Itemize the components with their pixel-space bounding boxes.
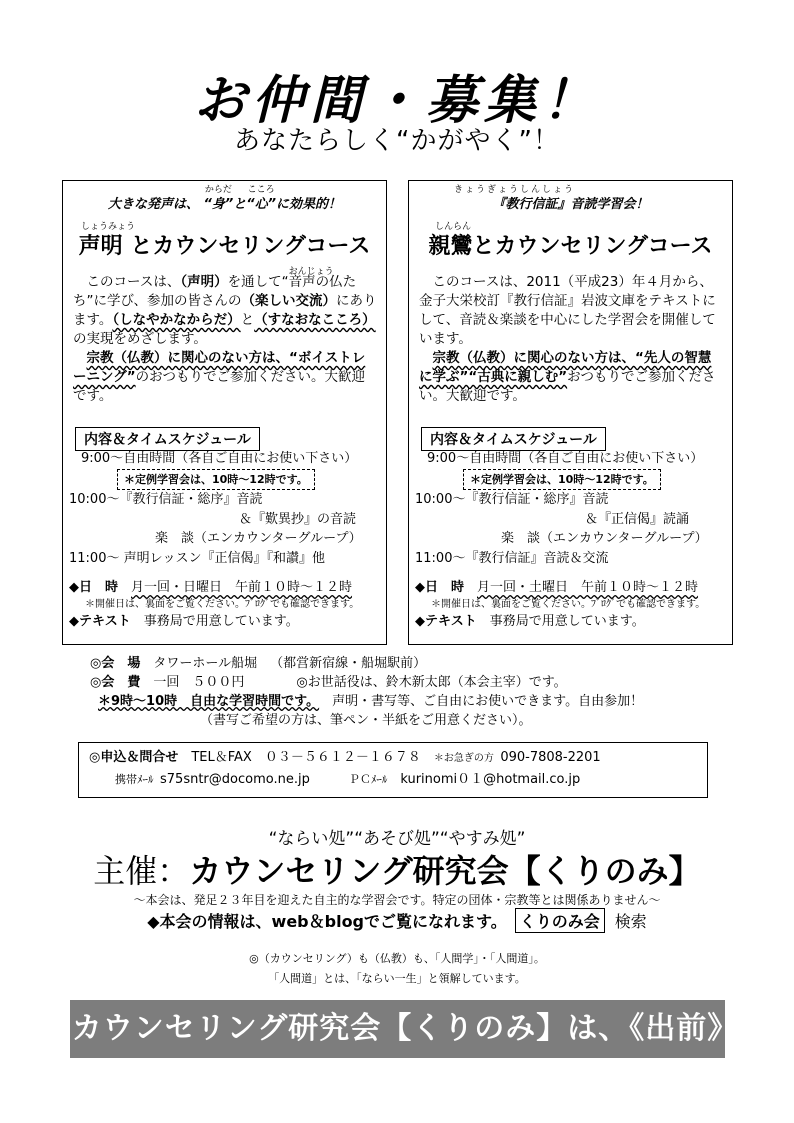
organizer: ◎お世話役は、鈴木新太郎（本会主宰）です。 — [296, 675, 567, 690]
free-time-note: （書写ご希望の方は、筆ペン・半紙をご用意ください）。 — [200, 713, 532, 728]
host-name: カウンセリング研究会【くりのみ】 — [189, 852, 701, 890]
venue-info — [90, 654, 740, 730]
course-info — [415, 579, 730, 630]
date-label: ◆日 時 — [69, 580, 118, 595]
web-info-text: ◆本会の情報は、web＆blogでご覧になれます。 — [147, 912, 507, 931]
date-note: ＊開催日は、裏面をご覧ください。ﾌﾞﾛｸﾞでも確認できます。 — [85, 599, 360, 610]
schedule-item: 10:00～『教行信証・総序』音読 — [69, 492, 263, 507]
schedule-item: 楽 談（エンカウンターグループ） — [155, 531, 362, 546]
schedule-header: 内容＆タイムスケジュール — [421, 427, 606, 451]
course-tagline: 『教行信証』音読学習会！ — [492, 197, 649, 212]
schedule-list — [69, 449, 384, 568]
text-label: ◆テキスト — [69, 614, 131, 629]
organizer-description: ～本会は、発足２３年目を迎えた自主的な学習会です。特定の団体・宗教等とは関係ありません～ — [133, 893, 661, 907]
schedule-item: 9:00～自由時間（各自ご自由にお使い下さい） — [427, 451, 704, 466]
fee-value: 一回 ５００円 — [153, 675, 245, 690]
schedule-header: 内容＆タイムスケジュール — [75, 427, 260, 451]
contact-tel: TEL＆FAX ０３－５６１２－１６７８ — [191, 750, 421, 765]
text-label: ◆テキスト — [415, 614, 477, 629]
schedule-item: 9:00～自由時間（各自ご自由にお使い下さい） — [81, 451, 358, 466]
schedule-item: ＆『歎異抄』の音読 — [239, 511, 357, 527]
fee-label: ◎会 費 — [90, 675, 141, 690]
ruby-body: からだ — [204, 185, 232, 195]
schedule-list — [415, 449, 730, 568]
delivery-banner: カウンセリング研究会【くりのみ】は、《出前》もできます。ご連絡ください！ — [70, 1000, 725, 1058]
mobile-label: 携帯ﾒｰﾙ — [115, 773, 154, 786]
page-title: お仲間・募集！ — [193, 70, 600, 131]
date-value: 月一回・日曜日 午前１０時～１２時 — [131, 580, 353, 595]
pc-label: ＰＣﾒｰﾙ — [348, 773, 388, 786]
schedule-item: 楽 談（エンカウンターグループ） — [501, 531, 708, 546]
free-time: ＊9時～10時 自由な学習時間です。 — [98, 694, 320, 709]
schedule-item: 11:00～『教行信証』音読＆交流 — [415, 550, 609, 566]
course-title: 親鸞とカウンセリングコース — [428, 234, 713, 259]
course-ruby: しんらん — [435, 222, 472, 232]
course-ruby: しょうみょう — [81, 222, 136, 232]
schedule-item: 10:00～『教行信証・総序』音読 — [415, 492, 609, 507]
venue-value: タワーホール船堀 — [153, 656, 258, 671]
tagline: “ならい処”“あそび処”“やすみ処” — [268, 829, 526, 849]
date-note: ＊開催日は、裏面をご覧ください。ﾌﾞﾛｸﾞでも確認できます。 — [431, 599, 706, 610]
note-line-1: ◎（カウンセリング）も（仏教）も、「人間学」・「人間道」。 — [249, 952, 545, 965]
schedule-note: ＊定例学習会は、10時～12時です。 — [117, 469, 315, 491]
pc-email[interactable]: kurinomi０１@hotmail.co.jp — [400, 772, 581, 787]
ruby-heart: こころ — [247, 185, 275, 195]
venue-access: （都営新宿線・船堀駅前） — [270, 656, 427, 671]
schedule-note: ＊定例学習会は、10時～12時です。 — [463, 469, 661, 491]
date-value: 月一回・土曜日 午前１０時～１２時 — [477, 580, 699, 595]
host-label: 主催： — [93, 852, 190, 890]
page-subtitle: あなたらしく“かがやく”！ — [234, 126, 560, 156]
text-value: 事務局で用意しています。 — [143, 614, 299, 629]
course-tagline: 大きな発声は、 からだ “身”と こころ “心”に効果的！ — [63, 193, 386, 212]
course-info — [69, 579, 384, 630]
urgent-phone: 090-7808-2201 — [500, 750, 601, 765]
course-box-left — [62, 180, 387, 645]
web-info — [0, 908, 794, 933]
text-value: 事務局で用意しています。 — [489, 614, 645, 629]
venue-label: ◎会 場 — [90, 656, 141, 671]
urgent-label: ＊お急ぎの方 — [433, 753, 494, 764]
course-intro: このコースは、（声明）を通して“ おんじょう 音声の仏たち”に学び、参加の皆さんの（楽しい交流）にあります。（しなやかなからだ）と（すなおなこころ）の実現をめざします。 宗教（仏教）に関心のない方は、“ボイストレーニング”のおつもりでご参加ください。大歓迎です。 — [73, 267, 377, 404]
organizer-heading — [0, 846, 794, 892]
mobile-email[interactable]: s75sntr@docomo.ne.jp — [160, 772, 310, 787]
search-label[interactable]: 検索 — [614, 912, 647, 931]
course-box-right — [408, 180, 733, 645]
schedule-item: ＆『正信偈』読誦 — [585, 511, 690, 527]
free-time-desc: 声明・書写等、ご自由にお使いできます。自由参加！ — [332, 694, 644, 709]
date-label: ◆日 時 — [415, 580, 464, 595]
course-title: 声明 とカウンセリングコース — [78, 234, 371, 259]
schedule-item: 11:00～ 声明レッスン『正信偈』『和讃』他 — [69, 550, 325, 566]
note-line-2: 「人間道」とは、「ならい一生」と領解しています。 — [268, 972, 526, 985]
contact-label: ◎申込＆問合せ — [89, 750, 179, 765]
course-intro: このコースは、2011（平成23）年４月から、金子大栄校訂『教行信証』岩波文庫をテキストにして、音読＆楽談を中心にした学習会を開催しています。 宗教（仏教）に関心のない方は、“先人の智慧に学ぶ”“古典に親しむ”おつもりでご参加ください。大歓迎です。 — [419, 274, 716, 404]
tag-ruby: きょうぎょうしんしょう — [454, 185, 576, 195]
contact-box — [78, 742, 708, 798]
search-term-box[interactable]: くりのみ会 — [515, 908, 605, 933]
